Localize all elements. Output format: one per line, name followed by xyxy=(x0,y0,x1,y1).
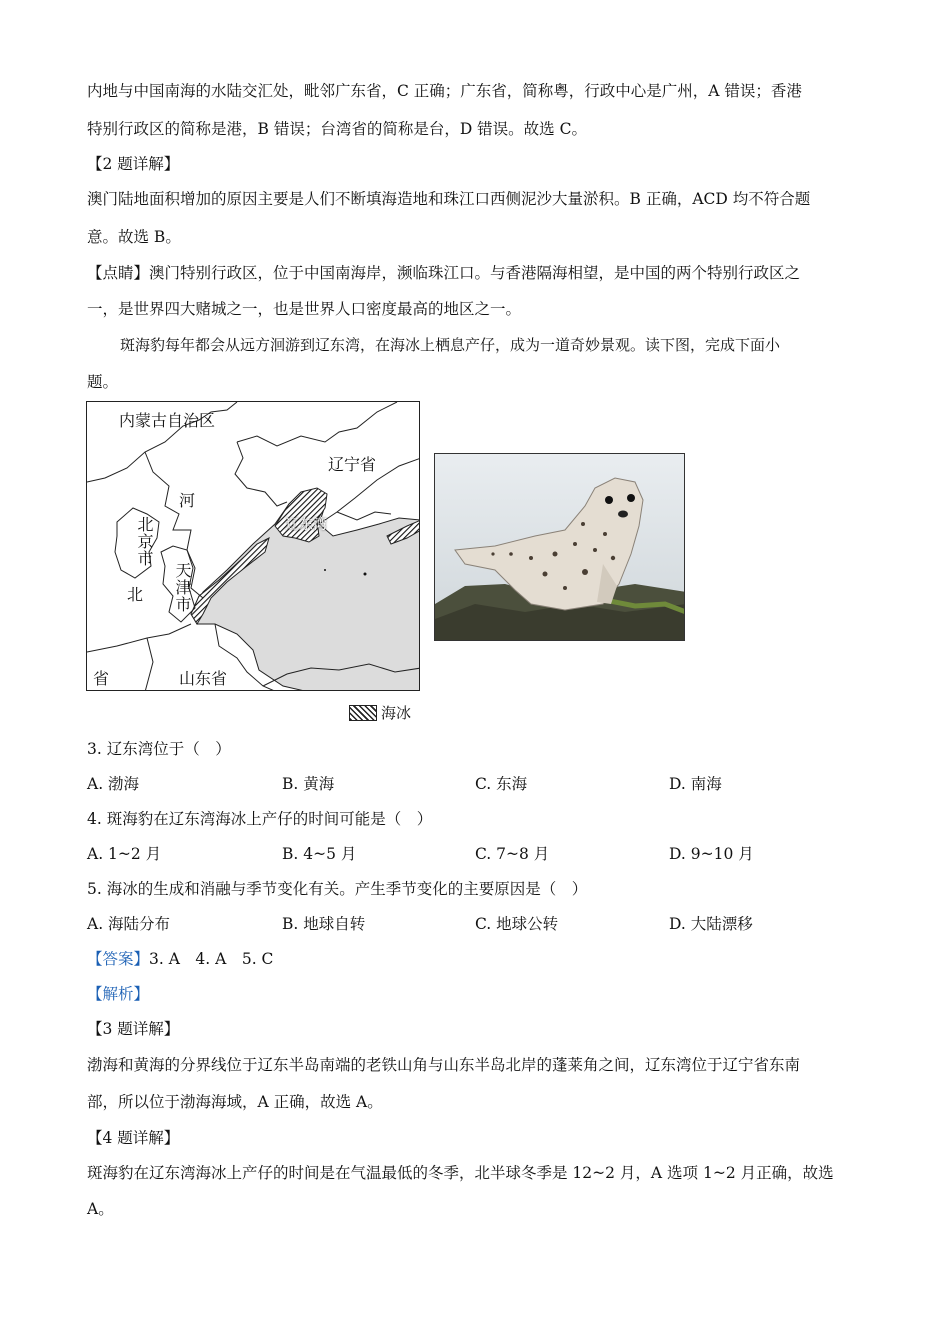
seal-photo xyxy=(434,453,685,641)
label-hebei-he: 河 xyxy=(179,491,196,510)
label-hebei-sheng: 省 xyxy=(93,669,110,688)
legend-label: 海冰 xyxy=(381,704,412,722)
analysis-tag: 【解析】 xyxy=(87,985,150,1003)
label-beijing: 北京市 xyxy=(135,516,154,567)
section-heading: 【2 题详解】 xyxy=(87,155,180,173)
seal-eye xyxy=(605,496,613,504)
question-3-option-b: B. 黄海 xyxy=(282,775,335,793)
text-line: 意。故选 B。 xyxy=(87,228,181,246)
question-4-stem: 4. 斑海豹在辽东湾海冰上产仔的时间可能是（ ） xyxy=(87,810,433,828)
question-3-option-c: C. 东海 xyxy=(475,775,528,793)
seal-illustration xyxy=(435,454,685,641)
question-4-option-b: B. 4~5 月 xyxy=(282,845,357,863)
detail-3-line: 部，所以位于渤海海域，A 正确，故选 A。 xyxy=(87,1093,383,1111)
answer-line xyxy=(87,948,862,970)
text-line: 一，是世界四大赌城之一，也是世界人口密度最高的地区之一。 xyxy=(87,300,522,318)
question-5-option-d: D. 大陆漂移 xyxy=(669,915,753,933)
label-hebei-bei: 北 xyxy=(127,585,144,604)
label-inner-mongolia: 内蒙古自治区 xyxy=(119,411,216,430)
label-shandong: 山东省 xyxy=(179,669,228,688)
question-5-option-c: C. 地球公转 xyxy=(475,915,559,933)
question-4-option-c: C. 7~8 月 xyxy=(475,845,550,863)
label-liaodong-bay: 辽东湾 xyxy=(285,517,327,533)
bohai-map xyxy=(86,401,420,691)
text-line: 题。 xyxy=(87,373,119,391)
question-5-option-b: B. 地球自转 xyxy=(282,915,366,933)
label-liaoning: 辽宁省 xyxy=(328,455,377,474)
text-line: 澳门陆地面积增加的原因主要是人们不断填海造地和珠江口西侧泥沙大量淤积。B 正确，ACD 均不符合题 xyxy=(87,190,811,208)
detail-3-line: 渤海和黄海的分界线位于辽东半岛南端的老铁山角与山东半岛北岸的蓬莱角之间，辽东湾位于辽宁省东南 xyxy=(87,1056,801,1074)
label-tianjin: 天津市 xyxy=(173,562,192,613)
question-4-option-d: D. 9~10 月 xyxy=(669,845,754,863)
detail-4-line: 斑海豹在辽东湾海冰上产仔的时间是在气温最低的冬季，北半球冬季是 12~2 月，A 选项 1~2 月正确，故选 xyxy=(87,1164,834,1182)
question-4-option-a: A. 1~2 月 xyxy=(87,845,162,863)
detail-3-title: 【3 题详解】 xyxy=(87,1020,180,1038)
question-5-option-a: A. 海陆分布 xyxy=(87,915,171,933)
text-line: 内地与中国南海的水陆交汇处，毗邻广东省，C 正确；广东省，简称粤，行政中心是广州，A 错误；香港 xyxy=(87,82,802,100)
answer-text: 3. A 4. A 5. C xyxy=(149,950,274,968)
question-intro: 斑海豹每年都会从远方洄游到辽东湾，在海冰上栖息产仔，成为一道奇妙景观。读下图，完成下面小 xyxy=(120,336,781,354)
detail-4-line: A。 xyxy=(87,1200,114,1218)
question-5-stem: 5. 海冰的生成和消融与季节变化有关。产生季节变化的主要原因是（ ） xyxy=(87,880,588,898)
seal-nose xyxy=(618,511,628,518)
answer-tag: 【答案】 xyxy=(87,950,150,968)
sea-ice-swatch xyxy=(349,705,377,721)
text-line: 特别行政区的简称是港，B 错误；台湾省的简称是台，D 错误。故选 C。 xyxy=(87,120,587,138)
question-3-stem: 3. 辽东湾位于（ ） xyxy=(87,740,231,758)
detail-4-title: 【4 题详解】 xyxy=(87,1129,180,1147)
question-3-option-d: D. 南海 xyxy=(669,775,722,793)
text-line: 【点睛】澳门特别行政区，位于中国南海岸，濒临珠江口。与香港隔海相望，是中国的两个特别行政区之 xyxy=(87,264,801,282)
question-3-option-a: A. 渤海 xyxy=(87,775,140,793)
